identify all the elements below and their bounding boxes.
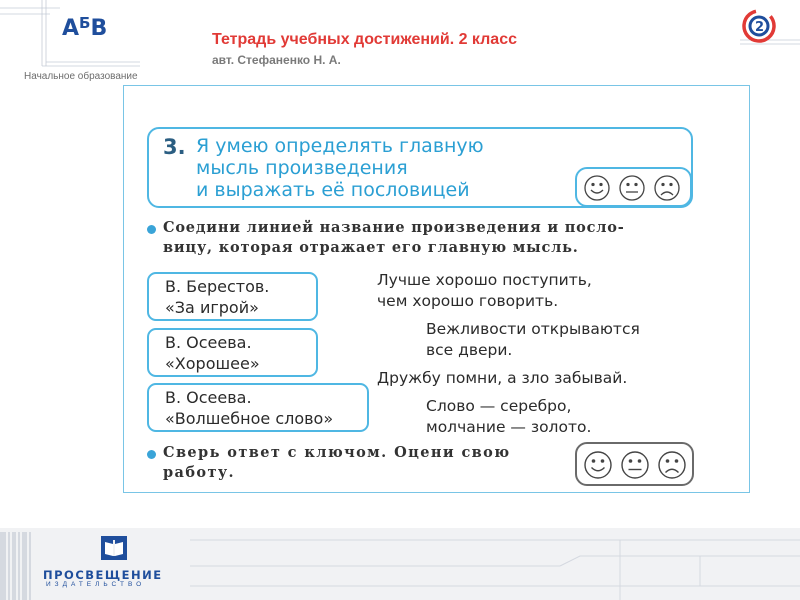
proverb-line: Вежливости открываются — [426, 320, 640, 338]
abv-logo-a: А — [62, 16, 80, 41]
check-text — [163, 443, 511, 483]
task-number: 3. — [163, 135, 186, 159]
proverb-line: Слово — серебро, — [426, 397, 572, 415]
work-label — [165, 332, 260, 374]
check-line: работу. — [163, 464, 235, 481]
task-title — [196, 135, 484, 201]
proverb-item[interactable] — [377, 368, 627, 389]
instruction-line: Соедини линией название произведения и посло- — [163, 219, 625, 236]
publisher-book-icon — [99, 533, 129, 563]
smile-icon — [585, 176, 609, 200]
final-self-assessment-icons — [580, 448, 692, 482]
smile-icon — [585, 452, 611, 478]
proverb-line: Лучше хорошо поступить, — [377, 271, 592, 289]
abv-logo — [62, 16, 107, 41]
work-title: «Хорошее» — [165, 354, 260, 373]
proverb-item[interactable] — [377, 270, 592, 312]
publisher-name: ПРОСВЕЩЕНИЕ — [43, 568, 163, 582]
svg-text:2: 2 — [755, 20, 765, 35]
work-author: В. Осеева. — [165, 333, 252, 352]
author-line: авт. Стефаненко Н. А. — [212, 53, 341, 67]
proverb-line: чем хорошо говорить. — [377, 292, 559, 310]
work-title: «Волшебное слово» — [165, 409, 334, 428]
neutral-face-icon — [620, 176, 644, 200]
proverb-item[interactable] — [426, 319, 640, 361]
proverb-line: Дружбу помни, а зло забывай. — [377, 369, 628, 387]
bullet-icon — [147, 450, 156, 459]
task-title-line: мысль произведения — [196, 157, 408, 179]
work-label — [165, 387, 333, 429]
abv-logo-v: В — [90, 16, 108, 41]
publisher-subtitle: ИЗДАТЕЛЬСТВО — [46, 581, 146, 588]
work-title: «За игрой» — [165, 298, 259, 317]
proverb-line: молчание — золото. — [426, 418, 592, 436]
work-label — [165, 276, 269, 318]
self-assessment-icons — [580, 172, 690, 204]
page-title: Тетрадь учебных достижений. 2 класс — [212, 31, 517, 48]
instruction-line: вицу, которая отражает его главную мысль. — [163, 239, 579, 256]
proverb-line: все двери. — [426, 341, 513, 359]
check-line: Сверь ответ с ключом. Оцени свою — [163, 444, 511, 461]
task-title-line: и выражать её пословицей — [196, 179, 470, 201]
proverb-item[interactable] — [426, 396, 591, 438]
instruction-text — [163, 218, 625, 258]
sad-face-icon — [659, 452, 685, 478]
sad-face-icon — [655, 176, 679, 200]
publisher-emblem-icon — [741, 8, 777, 44]
work-author: В. Осеева. — [165, 388, 252, 407]
series-subtitle: Начальное образование — [24, 71, 138, 82]
bullet-icon — [147, 225, 156, 234]
abv-logo-b: Б — [79, 14, 91, 32]
task-title-line: Я умею определять главную — [196, 135, 484, 157]
work-author: В. Берестов. — [165, 277, 270, 296]
neutral-face-icon — [622, 452, 648, 478]
